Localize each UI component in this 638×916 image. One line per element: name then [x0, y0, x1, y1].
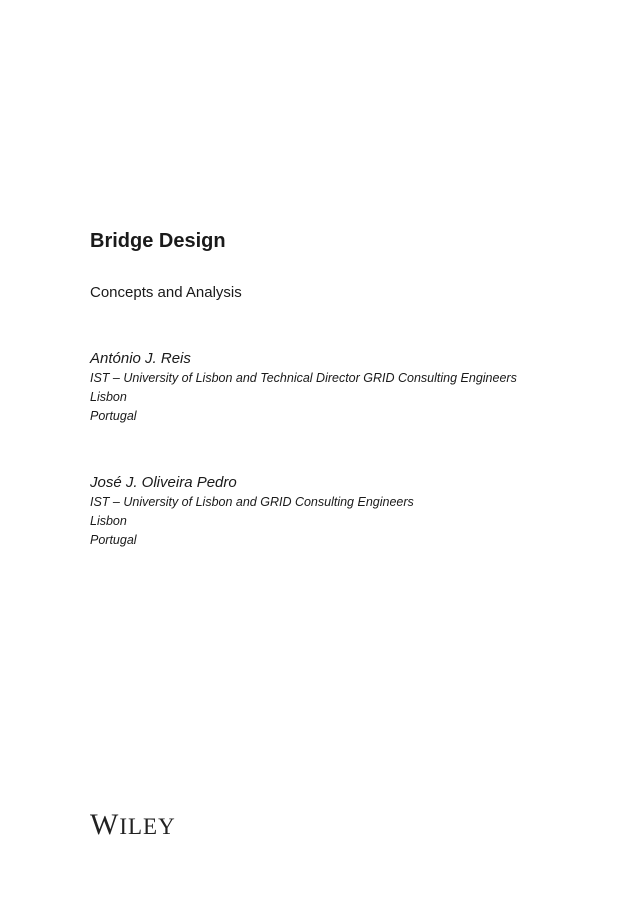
author-city: Lisbon — [90, 514, 127, 528]
book-title: Bridge Design — [90, 230, 226, 252]
author-name: António J. Reis — [90, 350, 191, 367]
author-country: Portugal — [90, 533, 137, 547]
author-name: José J. Oliveira Pedro — [90, 474, 237, 491]
book-subtitle: Concepts and Analysis — [90, 284, 242, 301]
author-block — [90, 349, 517, 426]
publisher-logo-rest: ILEY — [119, 814, 176, 839]
author-city: Lisbon — [90, 390, 127, 404]
publisher-logo-initial: W — [90, 808, 120, 841]
publisher-logo — [90, 808, 176, 842]
author-affiliation: IST – University of Lisbon and GRID Consulting Engineers — [90, 495, 414, 509]
author-country: Portugal — [90, 409, 137, 423]
author-affiliation: IST – University of Lisbon and Technical Director GRID Consulting Engineers — [90, 371, 517, 385]
author-block — [90, 473, 414, 550]
